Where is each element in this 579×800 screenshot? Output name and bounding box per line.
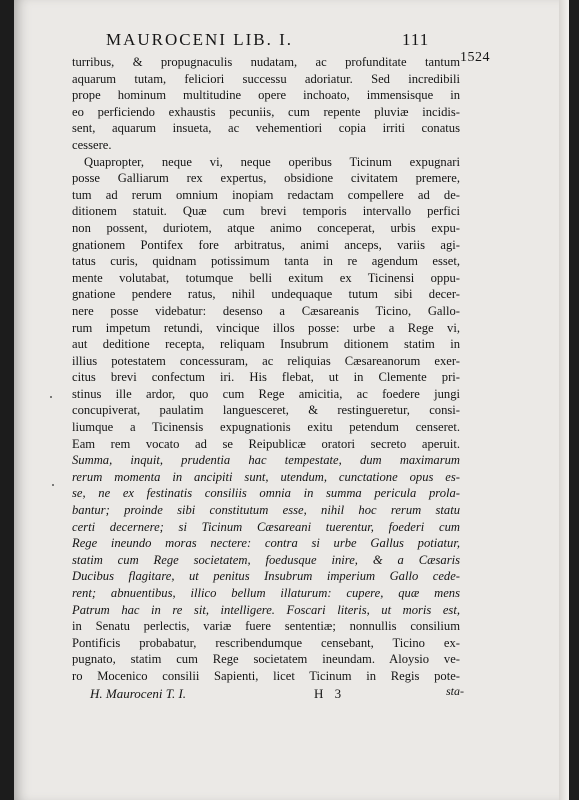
running-header [106, 30, 526, 52]
body-text [72, 54, 460, 685]
text-line: gnationem Pontifex fore arbitratus, animi anceps, variis agi- [72, 237, 460, 252]
signature-mark: H 3 [314, 686, 346, 701]
text-line: Summa, inquit, prudentia hac tempestate, dum maximarum [72, 453, 460, 468]
text-line: statim cum Rege societatem, foedusque inire, & a Cæsaris [72, 552, 460, 567]
text-line: liumque a Ticinensis expugnationis exitu petendum censeret. [72, 420, 460, 435]
text-line: gnatione pendere ratus, nihil undequaque tutum sibi decer- [72, 287, 460, 302]
text-line: se, ne ex festinatis consiliis omnia in summa pericula prola- [72, 486, 460, 501]
text-line: non possent, duriotem, atque animo conceperat, urbis expu- [72, 220, 460, 235]
text-line: aut deditione recepta, reliquam Insubrum ditionem statim in [72, 337, 460, 352]
text-line: turribus, & propugnaculis nudatam, ac profunditate tantum [72, 55, 460, 69]
catchword: sta- [446, 684, 464, 698]
text-line: rerum momenta in ancipiti sunt, utendum, cunctatione opus es- [72, 469, 460, 484]
text-line: eo perficiendo exhaustis pecuniis, cum repente pluviæ incidis- [72, 104, 460, 119]
text-line: nere posse videbatur: desenso a Cæsareanis Ticino, Gallo- [72, 303, 460, 318]
text-line: prope hominum multitudine opere inchoato, immensisque in [72, 88, 460, 103]
text-line: Ducibus flagitare, ut penitus Insubrum imperium Gallo cede- [72, 569, 460, 584]
text-line: tatus curis, quidnam potissimum tanta in re agendum esset, [72, 254, 460, 269]
text-line: in Senatu perlectis, variæ fuere sententiæ; nonnullis consilium [72, 619, 460, 634]
text-line: sent, aquarum insueta, ac vehementiori copia irriti conatus [72, 121, 460, 136]
text-line: citus brevi confectum iri. His flebat, ut in Clemente pri- [72, 370, 460, 385]
text-line: rum impetum retundi, vincique illos posse: urbe a Rege vi, [72, 320, 460, 335]
text-line: mente volutabat, totumque belli exitum ex Ticinensi oppu- [72, 270, 460, 285]
text-line: Patrum hac in re sit, intelligere. Foscari literis, ut moris est, [72, 602, 460, 617]
text-line: aquarum tutam, feliciori successu adoriatur. Sed incredibili [72, 71, 460, 86]
text-line: ditionem statuit. Quæ cum brevi temporis intervallo perfici [72, 204, 460, 219]
text-line: ro Mocenico consilii Sapienti, licet Ticinum in Regis pote- [72, 668, 460, 683]
text-line: stinus ille ardor, quo cum Rege amicitia, ac foedere jungi [72, 386, 460, 401]
running-title: MAUROCENI LIB. I. [106, 30, 293, 49]
paper-speck [52, 484, 54, 486]
text-line: tum ad rerum omnium inopiam redactam compellere ad de- [72, 187, 460, 202]
text-line: rent; abnuentibus, illico bellum illaturum: cupere, quæ mens [72, 586, 460, 600]
text-line: posse Galliarum rex expertus, obsidione civitatem premere, [72, 171, 460, 186]
page-number: 111 [402, 30, 430, 49]
paper-speck [50, 396, 52, 398]
text-line: Rege ineundo moras nectere: contra si urbe Gallus potiatur, [72, 536, 460, 551]
text-line: illius potestatem concessuram, ac reliquias Cæsareanorum exer- [72, 353, 460, 368]
page-footer [74, 684, 464, 716]
text-line: Quapropter, neque vi, neque operibus Ticinum expugnari [84, 154, 460, 169]
text-line: Pontificis probabatur, rescribendumque censebant, Ticino ex- [72, 635, 460, 650]
text-line: pugnato, statim cum Rege societatem ineundam. Aloysio ve- [72, 652, 460, 667]
margin-year: 1524 [460, 50, 490, 65]
book-page [14, 0, 569, 800]
text-line: cessere. [72, 137, 112, 152]
text-line: bantur; proinde sibi constitutum esse, nihil hoc rerum statu [72, 503, 460, 518]
page-edge [559, 0, 569, 800]
footer-author-line: H. Mauroceni T. I. [90, 686, 187, 701]
text-line: Eam rem vocato ad se Reipublicæ oratori secreto aperuit. [72, 436, 460, 451]
text-line: certi decernere; si Ticinum Cæsareani tuerentur, foederi cum [72, 519, 460, 534]
text-line: concupiverat, paulatim languesceret, & restingueretur, consi- [72, 403, 460, 418]
